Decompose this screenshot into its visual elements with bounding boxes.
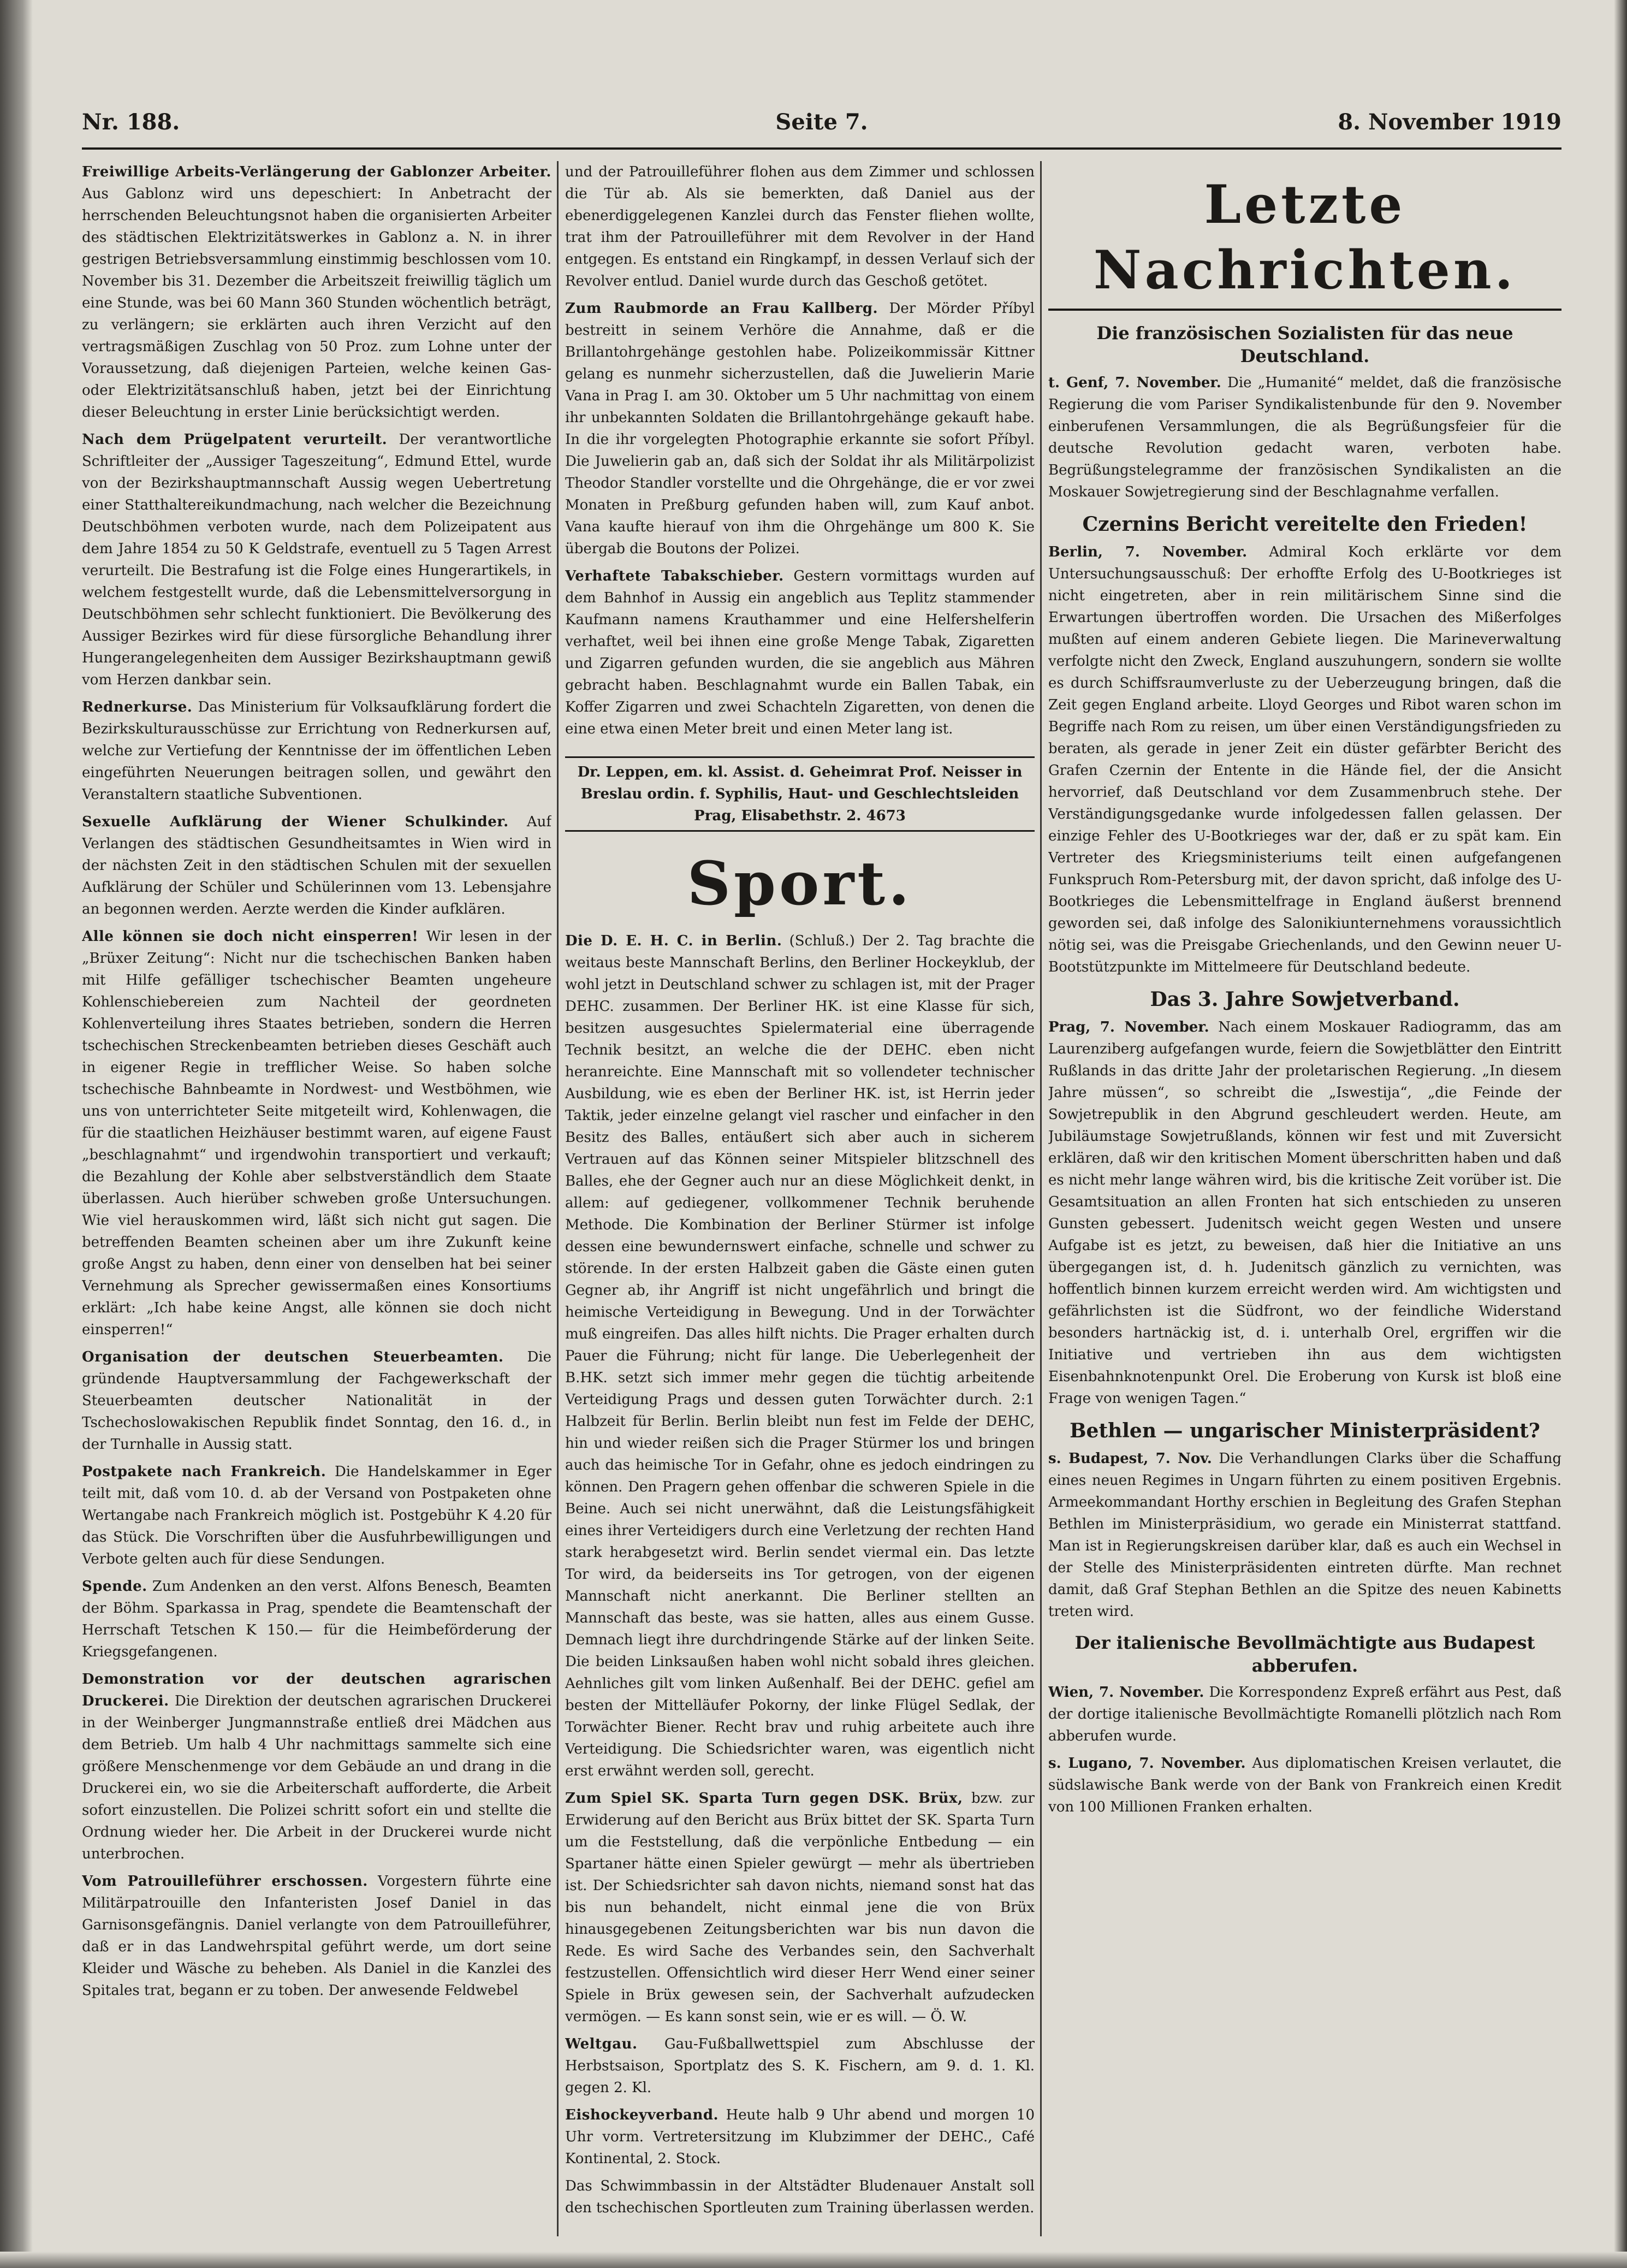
article: [82, 1576, 551, 1663]
page-header: [82, 98, 1561, 150]
latest-news-articles: [1048, 322, 1561, 1818]
article-body: [82, 1668, 551, 1865]
article-body: [565, 2175, 1035, 2219]
article-text: Gau-Fußballwettspiel zum Abschlusse der Herbstsaison, Sportplatz des S. K. Fischern, am 9. d. 1. Kl. gegen 2. Kl.: [565, 2036, 1035, 2096]
article-text: (Schluß.) Der 2. Tag brachte die weitaus beste Mannschaft Berlins, den Berliner Hockeyklub, der wohl jetzt in Deutschland schwer zu schlagen ist, mit der Prager DEHC. zusammen. Der Berliner HK. ist eine Klasse für sich, besitzen ausgesuchtes Spielermaterial eine überragende Technik besitzt, an welche die der DEHC. eben nicht heranreichte. Eine Mannschaft mit so vollendeter technischer Ausbildung, wie es eben der Berliner HK. ist, ist Herrin jeder Taktik, jeder einzelne gelangt viel rascher und einfacher in den Besitz des Balles, entäußert sich aber auch in sicherem Vertrauen auf das Können seiner Mitspieler blitzschnell des Balles, ehe der Gegner auch nur an diese Möglichkeit denkt, in allem: auf gediegener, vollkommener Technik beruhende Methode. Die Kombination der Berliner Stürmer ist infolge dessen eine bewundernswert einfache, schnelle und schwer zu störende. In der ersten Halbzeit gaben die Gäste einen guten Gegner ab, ihr Angriff ist nicht ungefährlich und bringt die heimische Verteidigung in Bewegung. Und in der Torwächter muß eingreifen. Das alles hilft nichts. Die Prager erhalten durch Pauer die Führung; nicht für lange. Die Ueberlegenheit der B.HK. setzt sich immer mehr gegen die tüchtig arbeitende Verteidigung Prags und dessen guten Torwächter durch. 2:1 Halbzeit für Berlin. Berlin bleibt nun fest im Felde der DEHC, hin und wieder reißen sich die Prager Stürmer los und bringen auch das heimische Tor in Gefahr, ohne es jedoch eindringen zu können. Den Pragern gehen offenbar die schweren Spiele in die Beine. Auch sei nicht unerwähnt, daß die Leistungsfähigkeit eines ihrer Verteidigers durch eine Verletzung der rechten Hand stark herabgesetzt wird. Berlin sendet viermal ein. Das letzte Tor wird, da beiderseits ins Tor getrogen, von der eigenen Mannschaft nicht anerkannt. Die Berliner stellten an Mannschaft das beste, was sie hatten, alles aus einem Gusse. Demnach liegt ihre durchdringende Stärke auf der linken Seite. Die beiden Linksaußen haben wohl nicht sobald ihres gleichen. Aehnliches gilt vom linken Außenhalf. Bei der DEHC. gefiel am besten der Mittelläufer Pokorny, der linke Flügel Sedlak, der Torwächter Biener. Recht brav und ruhig arbeitete auch ihre Verteidigung. Die Schiedsrichter waren, was eigentlich nicht erst erwähnt werden soll, gerecht.: [565, 933, 1035, 1779]
article-dateline: s. Budapest, 7. Nov.: [1048, 1450, 1212, 1467]
latest-news-title: Letzte Nachrichten.: [1048, 172, 1561, 311]
article-body: [82, 161, 551, 423]
article-text: Admiral Koch erklärte vor dem Untersuchungsausschuß: Der erhoffte Erfolg des U-Bootkrieges ist nicht eingetreten, aber in rein militärischem Sinne sind die Erwartungen übertroffen worden. Die Ursachen des Mißerfolges mußten auf einem anderen Gebiete liegen. Die Marineverwaltung verfolgte nicht den Zweck, England auszuhungern, sondern sie wollte es durch Schiffsraumverluste zu der Ueberzeugung bringen, daß die Zeit gegen England arbeite. Lloyd Georges und Ribot waren schon im Begriffe nach Rom zu reisen, um über einen Verständigungsfrieden zu beraten, als gerade in jener Zeit ein düster gefärbter Bericht des Grafen Czernin der Entente in die Hände fiel, der die Ansicht hervorrief, daß Deutschland vor dem Zusammenbruch stehe. Der Verständigungsgedanke wurde infolgedessen fallen gelassen. Der einzige Fehler des U-Bootkrieges war der, daß er zu spät kam. Ein Vertreter des Kriegsministeriums teilt einen aufgefangenen Funkspruch Rom-Petersburg mit, der davon spricht, daß infolge des U-Bootkrieges die Lebensmittelfrage in England äußerst brennend geworden sei, daß infolge des Salonikiunternehmens voraussichtlich nötig sei, was die Preisgabe Griechenlands, und den Gewinn neuer U-Bootstützpunkte im Mittelmeere für Deutschland bedeute.: [1048, 544, 1561, 975]
article-text: Heute halb 9 Uhr abend und morgen 10 Uhr vorm. Vertretersitzung im Klubzimmer der DEHC., Café Kontinental, 2. Stock.: [565, 2107, 1035, 2167]
article-body: [82, 1576, 551, 1663]
article-headline: Demonstration vor der deutschen agrarischen Druckerei.: [82, 1671, 551, 1709]
article: [1048, 1752, 1561, 1818]
advertisement-text: Dr. Leppen, em. kl. Assist. d. Geheimrat Prof. Neisser in Breslau ordin. f. Syphilis, Haut- und Geschlechtsleiden Prag, Elisabethstr. 2.: [577, 764, 1023, 824]
article-dateline: Prag, 7. November.: [1048, 1019, 1209, 1035]
article-headline: Nach dem Prügelpatent verurteilt.: [82, 431, 388, 448]
article-headline: Eishockeyverband.: [565, 2107, 719, 2123]
issue-number: Nr. 188.: [82, 109, 180, 135]
advertisement-code: 4673: [866, 808, 906, 824]
column-middle-articles: [565, 161, 1035, 740]
article-text: Die Direktion der deutschen agrarischen Druckerei in der Weinberger Jungmannstraße entließ drei Mädchen aus dem Betrieb. Um halb 4 Uhr nachmittags sammelte sich eine größere Menschenmenge vor dem Gebäude an und drang in die Druckerei ein, wo sie die Arbeiterschaft aufforderte, die Arbeit sofort einzustellen. Die Polizei schritt sofort ein und stellte die Ordnung wieder her. Die Arbeit in der Druckerei wurde nicht unterbrochen.: [82, 1693, 551, 1862]
article-text: Der verantwortliche Schriftleiter der „Aussiger Tageszeitung“, Edmund Ettel, wurde von der Bezirkshauptmannschaft Aussig wegen Uebertretung einer Statthaltereikundmachung, nach welcher die Bezeichnung Deutschböhmen verboten wurde, nach dem Polizeipatent aus dem Jahre 1854 zu 50 K Geldstrafe, eventuell zu 5 Tagen Arrest verurteilt. Die Bestrafung ist die Folge eines Hungerartikels, in welchem festgestellt wurde, daß die Lebensmittelversorgung in Deutschböhmen sehr schlecht funktioniert. Die Bevölkerung des Aussiger Bezirkes wird für diese fürsorgliche Behandlung ihrer Hungerangelegenheiten dem Aussiger Bezirkshauptmann gewiß vom Herzen dankbar sein.: [82, 431, 551, 688]
article-text: Das Ministerium für Volksaufklärung fordert die Bezirkskulturausschüsse zur Errichtung von Rednerkursen auf, welche zur Vertiefung der Kenntnisse der im öffentlichen Leben eingeführten Neuerungen beitragen sollen, und gewährt den Veranstaltern staatliche Subventionen.: [82, 699, 551, 803]
article: [565, 565, 1035, 740]
article-dateline: t. Genf, 7. November.: [1048, 375, 1221, 391]
article-headline: Weltgau.: [565, 2036, 638, 2052]
column-local-news: [82, 161, 551, 2236]
article-headline: Bethlen — ungarischer Ministerpräsident?: [1070, 1419, 1540, 1442]
article: [565, 930, 1035, 1782]
article-text: Die „Humanité“ meldet, daß die französische Regierung die vom Pariser Syndikalistenbunde für den 9. November einberufenen Versammlungen, die als Begrüßungsfeier für die deutsche Revolution gedacht waren, verboten habe. Begrüßungstelegramme der französischen Syndikalisten an die Moskauer Sowjetregierung sind der Beschlagnahme verfallen.: [1048, 375, 1561, 500]
article-body: [82, 1346, 551, 1455]
article-headline: Czernins Bericht vereitelte den Frieden!: [1082, 513, 1528, 536]
article-text: Die gründende Hauptversammlung der Fachgewerkschaft der Steuerbeamten deutscher Nationalität in der Tschechoslowakischen Republik findet Sonntag, den 16. d., in der Turnhalle in Aussig statt.: [82, 1349, 551, 1453]
article-text: Nach einem Moskauer Radiogramm, das am Laurenziberg aufgefangen wurde, feiern die Sowjetblätter den Eintritt Rußlands in das dritte Jahr der proletarischen Regierung. „In diesem Jahre müssen“, so schreibt die „Iswestija“, „die Feinde der Sowjetrepublik in den Abgrund geschleudert werden. Heute, am Jubiläumstage Sowjetrußlands, können wir fest und mit Zuversicht erklären, daß wir den kritischen Moment überschritten haben und daß es nicht mehr lange währen wird, bis die kritische Zeit vorüber ist. Die Gesamtsituation an allen Fronten hat sich entschieden zu unseren Gunsten gebessert. Judenitsch weicht gegen Westen und unsere Aufgabe ist es jetzt, zu beweisen, daß hier die Initiative an uns übergegangen ist, d. h. Judenitsch gänzlich zu vernichten, was hoffentlich binnen kurzem erreicht werden wird. Am wichtigsten und gefährlichsten ist die Südfront, wo der feindliche Widerstand besonders hartnäckig ist, d. i. unterhalb Orel, ergriffen wir die Initiative und vertrieben ihn aus dem wichtigsten Eisenbahnknotenpunkt Orel. Die Eroberung von Kursk ist bloß eine Frage von wenigen Tagen.“: [1048, 1019, 1561, 1407]
article-headline: Alle können sie doch nicht einsperren!: [82, 928, 419, 945]
article-headline: Freiwillige Arbeits-Verlängerung der Gablonzer Arbeiter.: [82, 164, 551, 180]
article-body: [1048, 1681, 1561, 1747]
article-text: Aus Gablonz wird uns depeschiert: In Anbetracht der herrschenden Beleuchtungsnot haben die organisierten Arbeiter des städtischen Elektrizitätswerkes in Gablonz a. N. in ihrer gestrigen Betriebsversammlung einstimmig beschlossen vom 10. November bis 31. Dezember die Arbeitszeit freiwillig täglich um eine Stunde, was bei 60 Mann 360 Stunden wöchentlich beträgt, zu verlängern; sie erklärten auch ihren Verzicht auf den vertragsmäßigen Zuschlag von 50 Proz. zum Lohne unter der Voraussetzung, daß diejenigen Parteien, welche keinen Gas- oder Elektrizitätsanschluß haben, jetzt bei der Einrichtung dieser Beleuchtung in erster Linie berücksichtigt werden.: [82, 186, 551, 421]
article-body: [82, 696, 551, 806]
scan-edge-left: [0, 0, 33, 2268]
article-text: Zum Andenken an den verst. Alfons Benesch, Beamten der Böhm. Sparkassa in Prag, spendete die Beamtenschaft der Herrschaft Tetschen K 150.— für die Heimbeförderung der Kriegsgefangenen.: [82, 1578, 551, 1660]
sport-articles: [565, 930, 1035, 2219]
article-text: Die Handelskammer in Eger teilt mit, daß vom 10. d. ab der Versand von Postpaketen ohne Wertangabe nach Frankreich möglich ist. Postgebühr K 4.20 für das Stück. Die Vorschriften über die Ausfuhrbewilligungen und Verbote gelten auch für diese Sendungen.: [82, 1464, 551, 1567]
article-body: [565, 930, 1035, 1782]
article-body: [82, 1870, 551, 2001]
article: [1048, 1631, 1561, 1747]
article-body: [565, 565, 1035, 740]
column-rule: [557, 161, 559, 2236]
article-text: bzw. zur Erwiderung auf den Bericht aus Brüx bittet der SK. Sparta Turn um die Feststellung, daß die verpönliche Entbedung — ein Spartaner hätte einen Spieler gewürgt — mehr als übertrieben ist. Der Schiedsrichter sah davon nichts, niemand sonst hat das bis nun behandelt, nicht einmal jene die von Brüx hinausgegebenen Zeitungsberichten war bis nun davon die Rede. Es wird Sache des Verbandes sein, den Sachverhalt festzustellen. Offensichtlich wird dieser Herr Wend einer seiner Spiele in Brüx gewesen sein, der Sachverhalt aufzudecken vermögen. — Es kann sonst sein, wie er es will. — Ö. W.: [565, 1790, 1035, 2025]
scan-edge-right: [1614, 0, 1627, 2268]
article-headline: Vom Patrouilleführer erschossen.: [82, 1873, 368, 1890]
article-headline: Zum Raubmorde an Frau Kallberg.: [565, 300, 878, 317]
article: [565, 2175, 1035, 2219]
article: [565, 2104, 1035, 2170]
column-latest-news: [1048, 161, 1561, 2236]
article-text: und der Patrouilleführer flohen aus dem Zimmer und schlossen die Tür ab. Als sie bemerkten, daß Daniel aus der ebenerdiggelegenen Kanzlei durch das Fenster fliehen wollte, trat ihm der Patrouilleführer mit dem Revolver in der Hand entgegen. Es entstand ein Ringkampf, in dessen Verlauf sich der Revolver entlud. Daniel wurde durch das Geschoß getötet.: [565, 164, 1035, 289]
article-headline: Postpakete nach Frankreich.: [82, 1464, 326, 1480]
column-middle: [565, 161, 1035, 2236]
scan-edge-bottom: [0, 2252, 1627, 2268]
article: [1048, 512, 1561, 978]
article-body: [565, 2104, 1035, 2170]
page-number: Seite 7.: [775, 109, 868, 135]
article-headline: Zum Spiel SK. Sparta Turn gegen DSK. Brüx,: [565, 1790, 963, 1807]
article: [82, 696, 551, 806]
article: [82, 429, 551, 691]
article-dateline: s. Lugano, 7. November.: [1048, 1755, 1246, 1772]
article: [82, 161, 551, 423]
article-headline: Sexuelle Aufklärung der Wiener Schulkinder.: [82, 814, 509, 830]
article-text: Die Verhandlungen Clarks über die Schaffung eines neuen Regimes in Ungarn führten zu einem positiven Ergebnis. Armeekommandant Horthy erschien in Begleitung des Grafen Stephan Bethlen im Ministerpräsidium, wo gerade ein Ministerrat stattfand. Man ist in Regierungskreisen darüber klar, daß es auch ein Wechsel in der Stelle des Ministerpräsidenten eintreten dürfte. Man rechnet damit, daß Graf Stephan Bethlen an die Spitze des neuen Kabinetts treten wird.: [1048, 1450, 1561, 1620]
article-headline: Spende.: [82, 1578, 147, 1595]
article-body: [1048, 1448, 1561, 1622]
article-headline: Die französischen Sozialisten für das neue Deutschland.: [1096, 323, 1513, 366]
article-headline: Organisation der deutschen Steuerbeamten.: [82, 1349, 504, 1365]
article-headline: Rednerkurse.: [82, 699, 193, 715]
article: [82, 1461, 551, 1570]
article: [82, 1346, 551, 1455]
article-headline: Die D. E. H. C. in Berlin.: [565, 933, 782, 949]
article-text: Das Schwimmbassin in der Altstädter Bludenauer Anstalt soll den tschechischen Sportleuten zum Training überlassen werden.: [565, 2178, 1035, 2216]
sport-section-title: Sport.: [687, 848, 913, 919]
article-body: [82, 811, 551, 920]
article: [565, 298, 1035, 560]
article: [82, 926, 551, 1341]
article: [565, 1787, 1035, 2028]
article: [82, 1870, 551, 2001]
article-body: [565, 298, 1035, 560]
article-headline: Der italienische Bevollmächtigte aus Budapest abberufen.: [1074, 1632, 1535, 1676]
article: [1048, 1418, 1561, 1622]
article-body: [565, 1787, 1035, 2028]
article-body: [82, 429, 551, 691]
article-dateline: Berlin, 7. November.: [1048, 544, 1248, 560]
article: [1048, 322, 1561, 503]
article: [565, 161, 1035, 292]
article-dateline: Wien, 7. November.: [1048, 1684, 1204, 1701]
article-text: Wir lesen in der „Brüxer Zeitung“: Nicht nur die tschechischen Banken haben mit Hilfe gefälliger tschechischer Beamten ungeheure Kohlenschiebereien zum Nachteil der geordneten Kohlenverteilung ihres Staates betrieben, sondern die Herren tschechischen Streckenbeamten betrieben dieses Geschäft auch in eigener Regie in trefflicher Weise. So haben solche tschechische Bahnbeamte in Nordwest- und Westböhmen, wie uns von unterrichteter Seite mitgeteilt wird, Kohlenwagen, die für die staatlichen Heizhäuser bestimmt waren, auf eigene Faust „beschlagnahmt“ und irgendwohin transportiert und verkauft; die Bezahlung der Kohle aber selbstverständlich dem Staate überlassen. Auch hierüber schweben große Untersuchungen. Wie viel herauskommen wird, läßt sich nicht gut sagen. Die betreffenden Beamten scheinen aber um ihre Zukunft keine große Angst zu haben, denn einer von denselben hat bei seiner Vernehmung als Sprecher gewissermaßen eines Konsortiums erklärt: „Ich habe keine Angst, alle können sie doch nicht einsperren!“: [82, 928, 551, 1338]
article-body: [1048, 1016, 1561, 1410]
article-text: Auf Verlangen des städtischen Gesundheitsamtes in Wien wird in der nächsten Zeit in den städtischen Schulen mit der sexuellen Aufklärung der Schüler und Schülerinnen vom 13. Lebensjahre an begonnen werden. Aerzte werden die Kinder aufklären.: [82, 814, 551, 917]
article-body: [1048, 372, 1561, 503]
article-text: Die Korrespondenz Expreß erfährt aus Pest, daß der dortige italienische Bevollmächtigte Romanelli plötzlich nach Rom abberufen wurde.: [1048, 1684, 1561, 1744]
article-text: Gestern vormittags wurden auf dem Bahnhof in Aussig ein angeblich aus Teplitz stammender Kaufmann namens Krauthammer und eine Helfershelferin verhaftet, weil bei ihnen eine große Menge Tabak, Zigaretten und Zigarren gefunden wurden, die sie angeblich aus Mähren gebracht haben. Beschlagnahmt wurde ein Ballen Tabak, ein Koffer Zigarren und zwei Schachteln Zigaretten, von denen die eine etwa einen Meter breit und einen Meter lang ist.: [565, 568, 1035, 737]
article-body: [565, 2033, 1035, 2099]
article: [565, 2033, 1035, 2099]
article: [82, 811, 551, 920]
issue-date: 8. November 1919: [1338, 109, 1561, 135]
article-text: Der Mörder Příbyl bestreitt in seinem Verhöre die Annahme, daß er die Brillantohrgehänge gestohlen habe. Polizeikommissär Kittner gelang es nunmehr sicherzustellen, daß die Juwelierin Marie Vana in Prag I. am 30. Oktober um 5 Uhr nachmittag von einem ihr unbekannten Soldaten die Brillantohrgehänge gekauft habe. In die ihr vorgelegten Photographie erkannte sie sofort Příbyl. Die Juwelierin gab an, daß sich der Soldat ihr als Militärpolizist Theodor Standler vorstellte und die Ohrgehänge, die er vor zwei Monaten in Preßburg gefunden haben will, zum Kauf anbot. Vana kaufte hierauf von ihm die Ohrgehänge um 800 K. Sie übergab die Boutons der Polizei.: [565, 300, 1035, 557]
article: [82, 1668, 551, 1865]
column-rule: [1040, 161, 1042, 2236]
article: [1048, 987, 1561, 1410]
article-body: [1048, 541, 1561, 978]
advertisement: [565, 756, 1035, 832]
article-body: [1048, 1752, 1561, 1818]
article-headline: Das 3. Jahre Sowjetverband.: [1150, 988, 1460, 1011]
article-body: [82, 1461, 551, 1570]
article-text: Aus diplomatischen Kreisen verlautet, die südslawische Bank werde von der Bank von Frankreich einen Kredit von 100 Millionen Franken erhalten.: [1048, 1755, 1561, 1815]
article-body: [82, 926, 551, 1341]
article-headline: Verhaftete Tabakschieber.: [565, 568, 784, 584]
article-text: Vorgestern führte eine Militärpatrouille den Infanteristen Josef Daniel in das Garnisonsgefängnis. Daniel verlangte von dem Patrouilleführer, daß er in das Landwehrspital geführt werde, um dort seine Kleider und Wäsche zu beheben. Als Daniel in die Kanzlei des Spitales trat, begann er zu toben. Der anwesende Feldwebel: [82, 1873, 551, 1999]
article-body: [565, 161, 1035, 292]
